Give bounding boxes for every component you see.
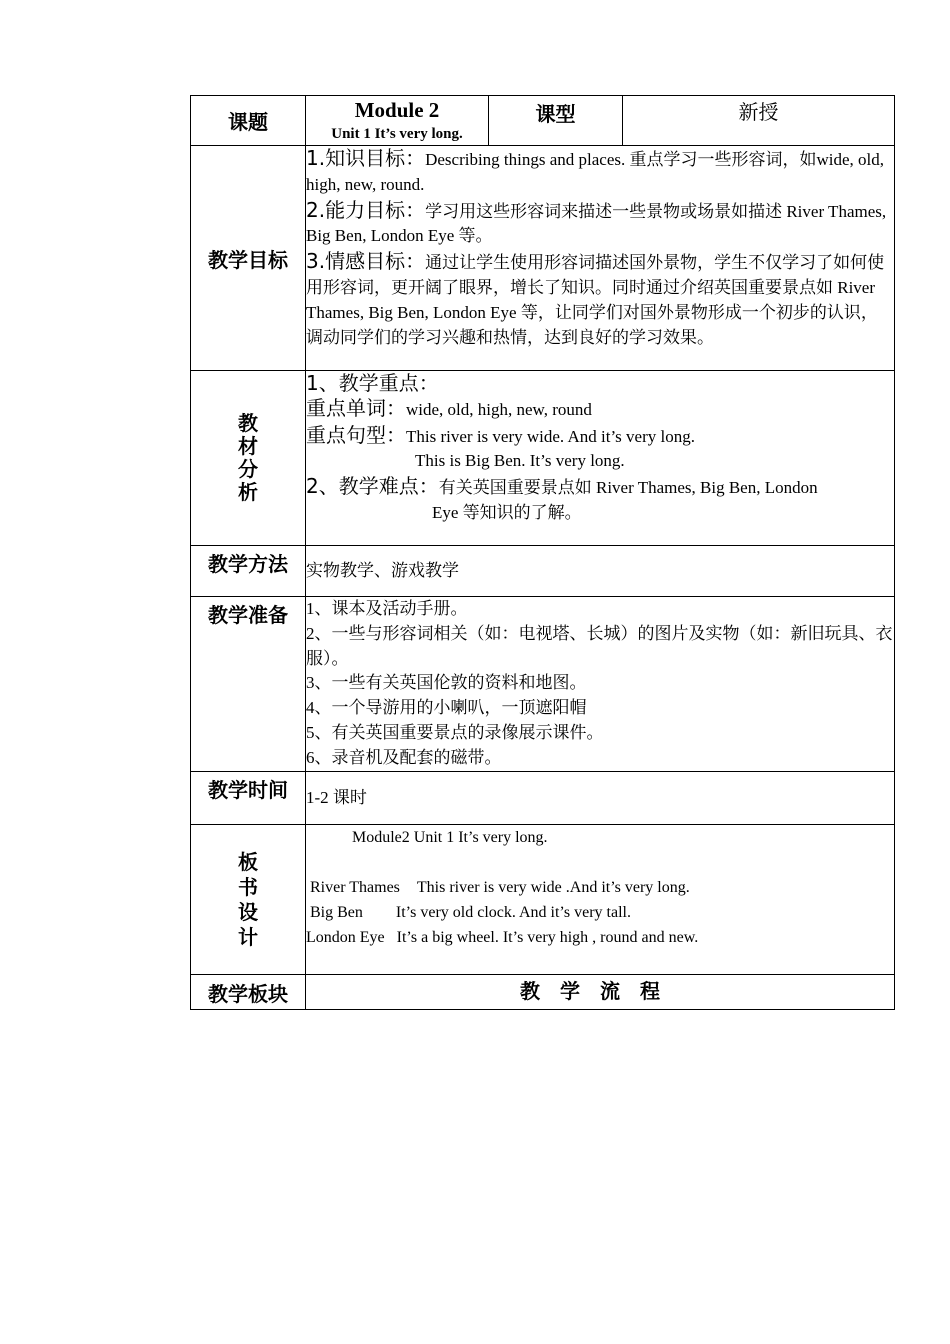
difficulty-cont: Eye 等知识的了解。 [432,502,582,522]
type-value: 新授 [623,96,895,146]
emotion-objective: 3.情感目标：通过让学生使用形容词描述国外景物，学生不仅学习了如何使用形容词，更开阔了眼界，增长了知识。同时通过介绍英国重要景点如 River Thames, Big Ben, London Eye 等，让同学们对国外景物形成一个初步的认识，调动同学们的学习兴趣和热情，达到良好的学习效果。 [306,249,885,347]
header-row [191,96,895,146]
key-points-head: 1、教学重点： [306,371,439,395]
methods-label: 教学方法 [191,546,306,597]
board-content [306,825,895,975]
module-title: Module 2 [354,98,440,122]
board-row-3: London Eye It’s a big wheel. It’s very high , round and new. [306,929,699,946]
type-label: 课型 [489,96,623,146]
prep-item: 3、一些有关英国伦敦的资料和地图。 [306,673,587,693]
key-sentence-1: 重点句型：This river is very wide. And it’s very long. [306,422,695,447]
board-row-2: Big Ben It’s very old clock. And it’s very tall. [310,904,631,921]
objectives-label: 教学目标 [191,146,306,371]
time-label: 教学时间 [191,772,306,825]
preparation-label: 教学准备 [191,597,306,772]
prep-item: 1、课本及活动手册。 [306,599,468,618]
preparation-row [191,597,895,772]
prep-item: 6、录音机及配套的磁带。 [306,747,502,767]
topic-label: 课题 [191,96,306,146]
preparation-content [306,597,895,772]
prep-item: 2、一些与形容词相关（如：电视塔、长城）的图片及实物（如：新旧玩具、衣服）。 [306,623,893,668]
ability-objective: 2.能力目标：学习用这些形容词来描述一些景物或场景如描述 River Thames, Big Ben, London Eye 等。 [306,197,887,246]
flow-title: 教学流程 [306,975,895,1010]
difficulty: 2、教学难点：有关英国重要景点如 River Thames, Big Ben, London [306,474,818,499]
methods-text: 实物教学、游戏教学 [306,546,895,597]
unit-title: Unit 1 It’s very long. [331,126,463,142]
analysis-content [306,371,895,546]
prep-item: 4、一个导游用的小喇叭，一顶遮阳帽 [306,698,587,718]
objectives-row [191,146,895,371]
methods-row [191,546,895,597]
board-title: Module2 Unit 1 It’s very long. [352,829,548,846]
time-row [191,772,895,825]
flow-row [191,975,895,1010]
key-words: 重点单词：wide, old, high, new, round [306,395,592,420]
key-sentence-2: This is Big Ben. It’s very long. [415,451,625,471]
knowledge-objective: 1.知识目标：Describing things and places. 重点学习一些形容词，如wide, old, high, new, round. [306,146,885,194]
objectives-content [306,146,895,371]
time-text: 1-2 课时 [306,772,895,825]
analysis-label: 教 材 分 析 [191,371,306,546]
topic-cell [306,96,489,146]
board-label: 板 书 设 计 [191,825,306,975]
lesson-plan-table [190,95,895,1010]
analysis-row [191,371,895,546]
flow-label: 教学板块 [191,975,306,1010]
board-row [191,825,895,975]
prep-item: 5、有关英国重要景点的录像展示课件。 [306,722,604,742]
board-row-1: River Thames This river is very wide .And it’s very long. [310,879,690,896]
